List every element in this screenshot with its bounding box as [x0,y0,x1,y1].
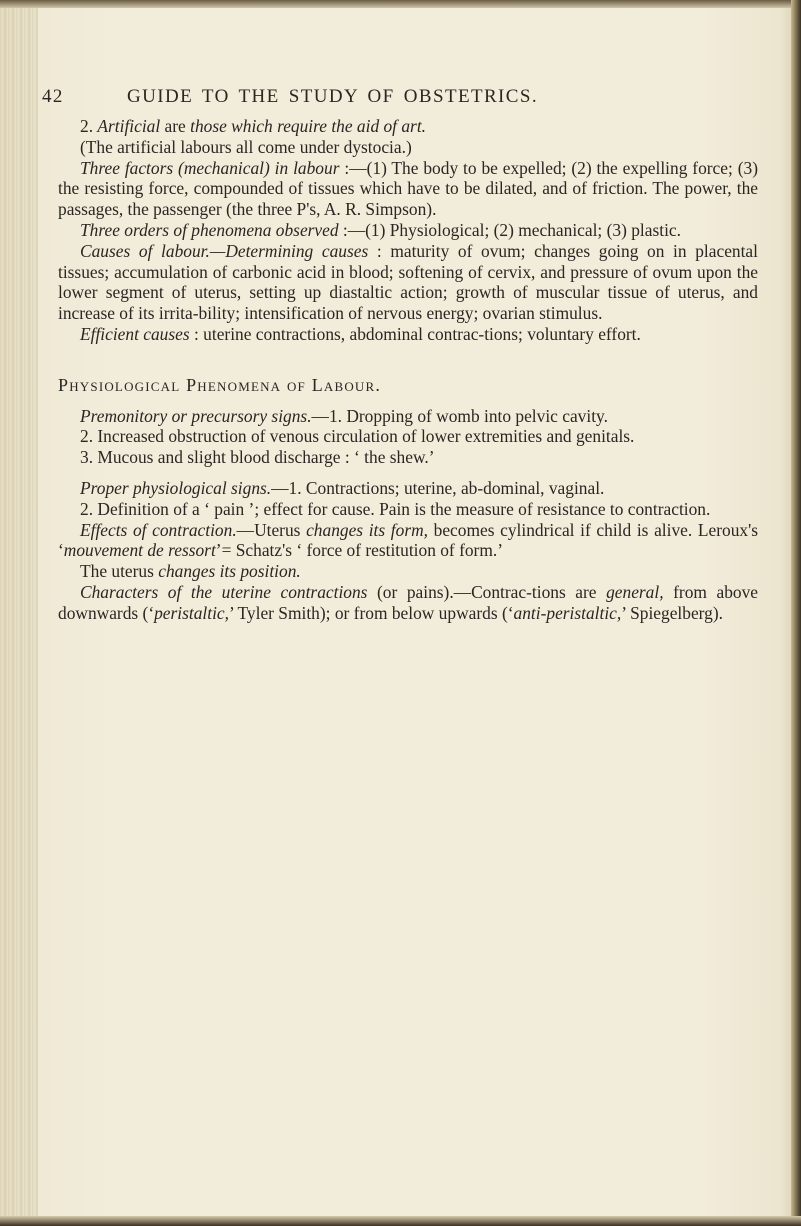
page-right-edge [791,0,801,1226]
running-header [42,86,762,116]
paragraph-characters-of-contractions: Characters of the uterine contractions (or pains).—Contrac-tions are general, from above downwards (‘peristaltic,’ Tyler Smith); or from below upwards (‘anti-peristaltic,’ Spiegelberg). [58,581,758,623]
paragraph-uterus-position: The uterus changes its position. [80,561,301,582]
paragraph-definition-of-pain: 2. Definition of a ‘ pain ’; effect for cause. Pain is the measure of resistance to contraction. [80,498,711,519]
page-gutter [0,0,38,1226]
page-bottom-edge [0,1216,801,1226]
running-title: GUIDE TO THE STUDY OF OBSTETRICS. [127,86,538,107]
page-body [58,116,758,624]
spacer [58,468,758,478]
paragraph-causes-of-labour: Causes of labour.—Determining causes : maturity of ovum; changes going on in placental tissues; accumulation of carbonic acid in blood; softening of cervix, and pressure of ovum upon the lower segment of uterus, setting up diastaltic action; growth of muscular tissue of uterus, and increase of its irrita-bility; intensification of nervous energy; ovarian stimulus. [58,240,758,324]
spacer [58,345,758,375]
page-number: 42 [42,86,64,107]
section-heading: Physiological Phenomena of Labour. [58,374,382,395]
paragraph-mucous-discharge: 3. Mucous and slight blood discharge : ‘ the shew.’ [80,447,435,468]
page-top-edge [0,0,801,8]
paragraph-premonitory-signs: Premonitory or precursory signs.—1. Dropping of womb into pelvic cavity. [80,405,608,426]
paragraph-effects-of-contraction: Effects of contraction.—Uterus changes its form, becomes cylindrical if child is alive. Leroux's ‘mouvement de ressort’= Schatz's ‘ force of restitution of form.’ [58,519,758,561]
spacer [58,396,758,406]
paragraph-dystocia-note: (The artificial labours all come under dystocia.) [80,136,412,157]
paragraph-efficient-causes: Efficient causes : uterine contractions, abdominal contrac-tions; voluntary effort. [80,323,641,344]
paragraph-three-factors: Three factors (mechanical) in labour :—(1) The body to be expelled; (2) the expelling force; (3) the resisting force, compounded of tissues which have to be dilated, and of friction. The power, the passages, the passenger (the three P's, A. R. Simpson). [58,157,758,220]
paragraph-proper-signs: Proper physiological signs.—1. Contractions; uterine, ab-dominal, vaginal. [80,477,605,498]
paragraph-three-orders: Three orders of phenomena observed :—(1) Physiological; (2) mechanical; (3) plastic. [80,219,681,240]
paragraph-venous-obstruction: 2. Increased obstruction of venous circulation of lower extremities and genitals. [80,426,635,447]
paragraph-artificial: 2. Artificial are those which require the aid of art. [80,116,427,136]
